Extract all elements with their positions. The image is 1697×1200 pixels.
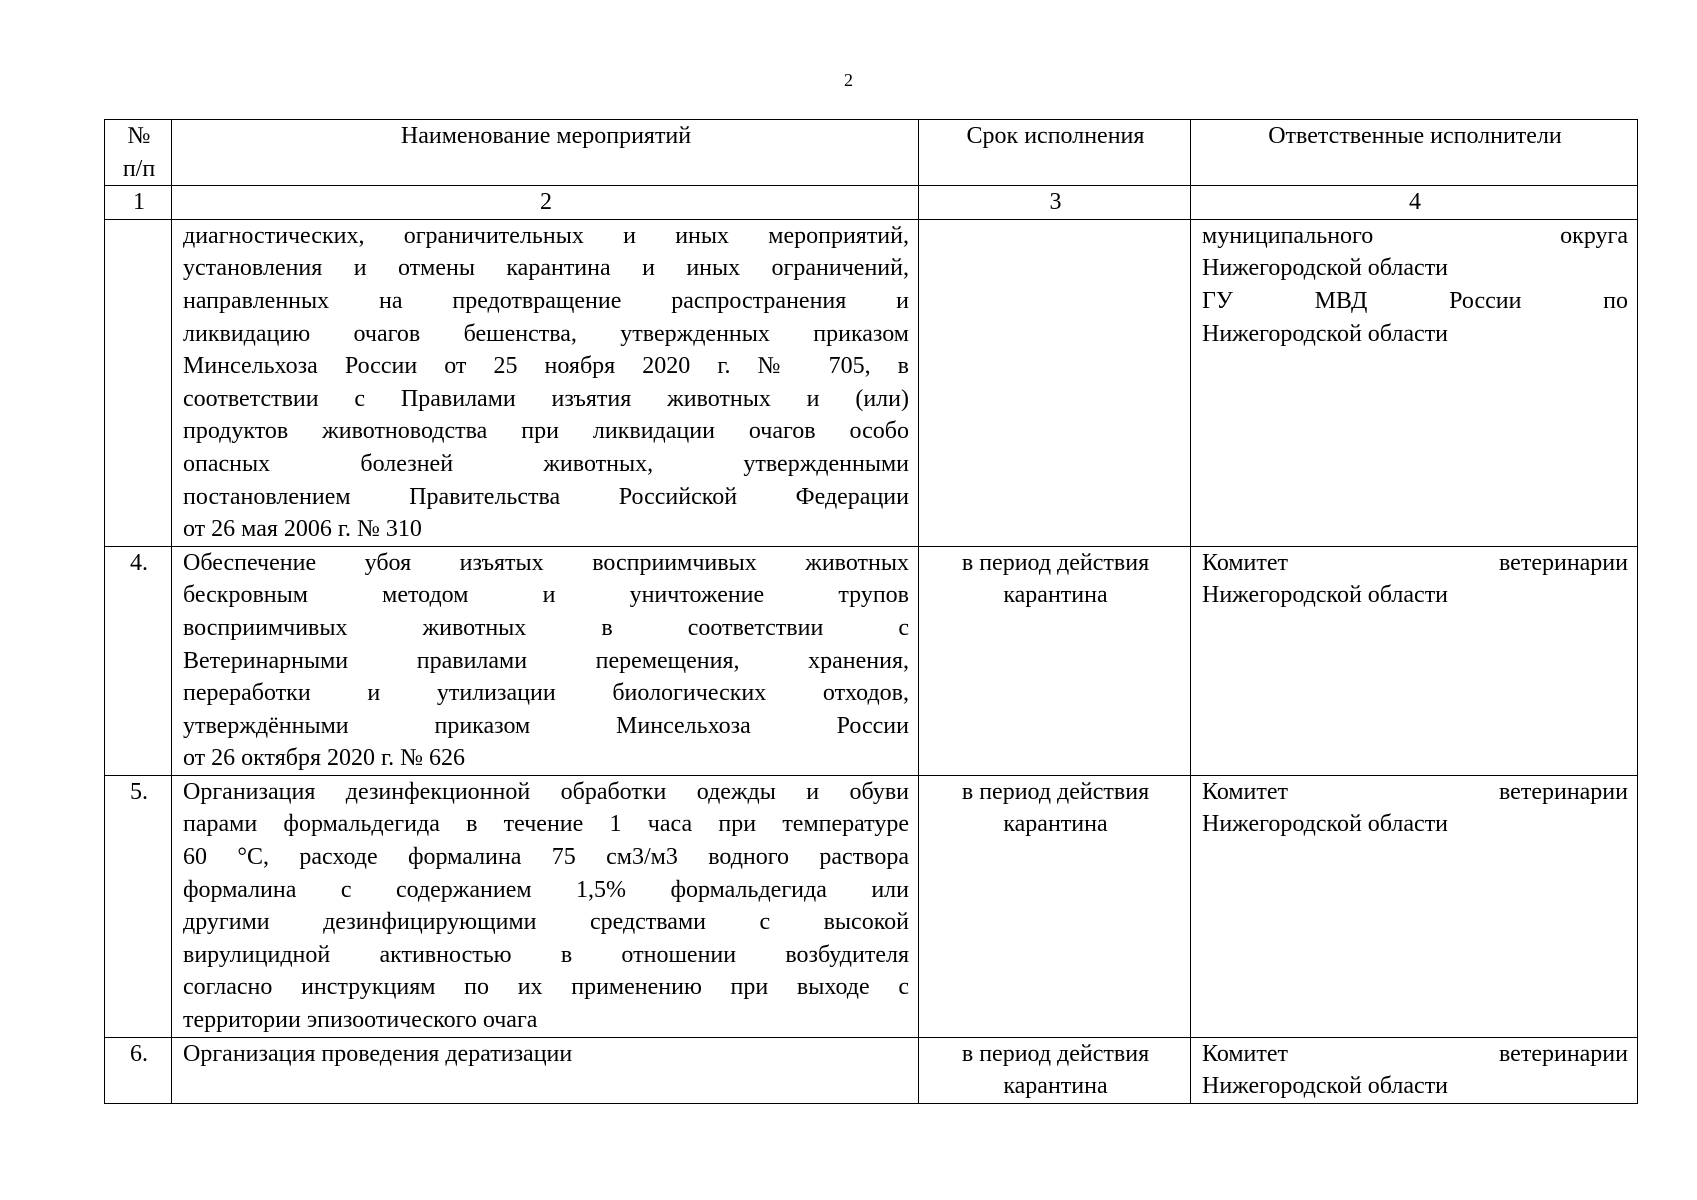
execution-term-line: в период действия bbox=[961, 778, 1150, 805]
measure-name-line: территории эпизоотического очага bbox=[183, 1007, 538, 1034]
responsible-executors-line: Нижегородской области bbox=[1202, 582, 1449, 609]
execution-term-line: в период действия bbox=[961, 549, 1150, 576]
page-number: 2 bbox=[844, 70, 853, 90]
header-name: Наименование мероприятий bbox=[172, 120, 919, 186]
column-number: 3 bbox=[919, 186, 1191, 220]
execution-term-line: карантина bbox=[1003, 582, 1108, 609]
measure-name bbox=[172, 546, 919, 775]
header-term: Срок исполнения bbox=[919, 120, 1191, 186]
column-number: 1 bbox=[105, 186, 172, 220]
responsible-executors bbox=[1191, 546, 1638, 775]
measure-name-line: другими дезинфицирующими средствами с высокой bbox=[183, 909, 909, 936]
responsible-executors-line: Нижегородской области bbox=[1202, 255, 1449, 282]
measure-name-line: от 26 мая 2006 г. № 310 bbox=[183, 516, 422, 543]
execution-term bbox=[919, 546, 1191, 775]
measure-name-line: от 26 октября 2020 г. № 626 bbox=[183, 745, 466, 772]
measure-name-line: Минсельхоза России от 25 ноября 2020 г. № 705, в bbox=[183, 353, 909, 380]
execution-term-line: карантина bbox=[1003, 811, 1108, 838]
measure-name-line: формалина с содержанием 1,5% формальдегида или bbox=[183, 876, 909, 903]
column-number: 4 bbox=[1191, 186, 1638, 220]
execution-term bbox=[919, 775, 1191, 1037]
column-number-row bbox=[105, 186, 1638, 220]
measure-name-line: ликвидацию очагов бешенства, утвержденных приказом bbox=[183, 320, 909, 347]
table-header-row bbox=[105, 120, 1638, 186]
responsible-executors bbox=[1191, 775, 1638, 1037]
row-number: 5. bbox=[105, 775, 172, 1037]
measure-name-line: Обеспечение убоя изъятых восприимчивых животных bbox=[183, 549, 909, 576]
table-row bbox=[105, 1037, 1638, 1103]
responsible-executors-line: Нижегородской области bbox=[1202, 320, 1449, 347]
measure-name-line: парами формальдегида в течение 1 часа при температуре bbox=[183, 811, 909, 838]
measure-name-line: переработки и утилизации биологических отходов, bbox=[183, 680, 909, 707]
measure-name bbox=[172, 775, 919, 1037]
responsible-executors-line: Комитет ветеринарии bbox=[1202, 778, 1628, 805]
table-row bbox=[105, 775, 1638, 1037]
measure-name-line: 60 °C, расходе формалина 75 см3/м3 водного раствора bbox=[183, 844, 909, 871]
responsible-executors bbox=[1191, 1037, 1638, 1103]
responsible-executors-line: муниципального округа bbox=[1202, 222, 1628, 249]
measure-name-line: Организация проведения дератизации bbox=[183, 1040, 573, 1067]
header-num bbox=[105, 120, 172, 186]
responsible-executors-line: Нижегородской области bbox=[1202, 811, 1449, 838]
column-number: 2 bbox=[172, 186, 919, 220]
responsible-executors-line: Комитет ветеринарии bbox=[1202, 549, 1628, 576]
header-num-line: № bbox=[127, 123, 151, 149]
execution-term-line: карантина bbox=[1003, 1073, 1108, 1100]
measure-name-line: диагностических, ограничительных и иных мероприятий, bbox=[183, 222, 909, 249]
table-row bbox=[105, 546, 1638, 775]
row-number: 6. bbox=[105, 1037, 172, 1103]
measures-table bbox=[104, 119, 1638, 1104]
measure-name-line: постановлением Правительства Российской Федерации bbox=[183, 483, 909, 510]
responsible-executors bbox=[1191, 219, 1638, 546]
execution-term-line: в период действия bbox=[961, 1040, 1150, 1067]
measure-name-line: Организация дезинфекционной обработки одежды и обуви bbox=[183, 778, 909, 805]
measure-name-line: восприимчивых животных в соответствии с bbox=[183, 614, 909, 641]
measure-name-line: бескровным методом и уничтожение трупов bbox=[183, 582, 909, 609]
measure-name-line: утверждёнными приказом Минсельхоза России bbox=[183, 712, 909, 739]
responsible-executors-line: Комитет ветеринарии bbox=[1202, 1040, 1628, 1067]
header-num-line: п/п bbox=[122, 155, 156, 182]
measure-name-line: соответствии с Правилами изъятия животных и (или) bbox=[183, 385, 909, 412]
row-number bbox=[105, 219, 172, 546]
measure-name-line: согласно инструкциям по их применению при выходе с bbox=[183, 974, 909, 1001]
measure-name-line: установления и отмены карантина и иных ограничений, bbox=[183, 255, 909, 282]
execution-term bbox=[919, 219, 1191, 546]
header-responsible: Ответственные исполнители bbox=[1191, 120, 1638, 186]
measure-name-line: продуктов животноводства при ликвидации очагов особо bbox=[183, 418, 909, 445]
row-number: 4. bbox=[105, 546, 172, 775]
responsible-executors-line: Нижегородской области bbox=[1202, 1073, 1449, 1100]
measure-name-line: Ветеринарными правилами перемещения, хранения, bbox=[183, 647, 909, 674]
measure-name-line: направленных на предотвращение распространения и bbox=[183, 287, 909, 314]
responsible-executors-line: ГУ МВД России по bbox=[1202, 287, 1628, 314]
measure-name-line: вирулицидной активностью в отношении возбудителя bbox=[183, 941, 909, 968]
measure-name bbox=[172, 219, 919, 546]
table-row bbox=[105, 219, 1638, 546]
execution-term bbox=[919, 1037, 1191, 1103]
measure-name bbox=[172, 1037, 919, 1103]
measure-name-line: опасных болезней животных, утвержденными bbox=[183, 450, 909, 477]
